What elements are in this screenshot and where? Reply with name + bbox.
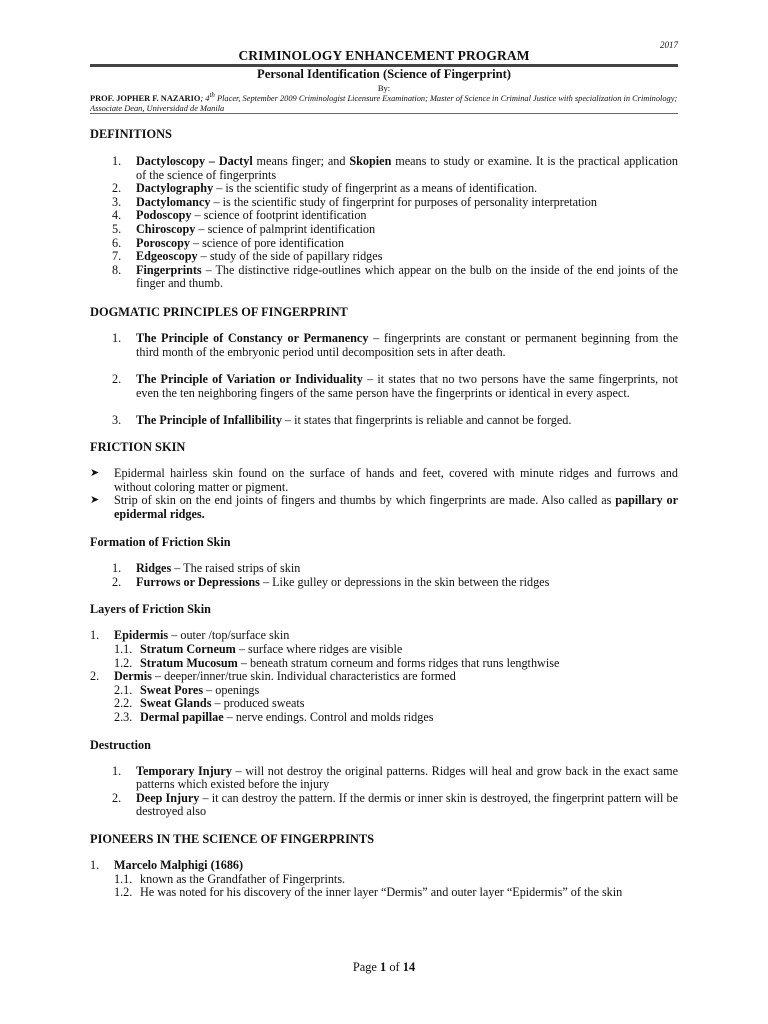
list-term: The Principle of Variation or Individuality (136, 372, 363, 387)
list-term: Dactyloscopy – Dactyl (136, 154, 253, 168)
list-term: Stratum Corneum (140, 642, 236, 657)
list-term: Chiroscopy (136, 221, 196, 236)
principle-item: 2. The Principle of Variation or Individuality – it states that no two persons have the same fingerprints, not even the ten neighboring fingers of the same person have the fingerprints or identical in every aspect. (112, 372, 679, 400)
layer-item: 2. Dermis – deeper/inner/true skin. Individual characteristics are formed (90, 669, 456, 684)
definition-item: 3. Dactylomancy – is the scientific study of fingerprint for purposes of personality interpretation (112, 194, 597, 209)
list-term: Ridges (136, 561, 172, 576)
list-number: 5. (112, 221, 122, 236)
page-footer: Page 1 of 14 (352, 960, 416, 974)
list-term: Podoscopy (136, 208, 192, 223)
list-term: Poroscopy (136, 235, 190, 250)
layer-item: 2.1. Sweat Pores – openings (114, 682, 260, 697)
definition-item: 7. Edgeoscopy – study of the side of papillary ridges (112, 249, 383, 264)
bullet-item: ➤ Strip of skin on the end joints of fingers and thumbs by which fingerprints are made. Also called as papillary or epidermal ridges. (90, 493, 678, 521)
definition-item: 2. Dactylography – is the scientific study of fingerprint as a means of identification. (112, 181, 538, 196)
list-term: The Principle of Infallibility (136, 413, 282, 428)
list-number: 6. (112, 235, 122, 250)
list-number: 2. (112, 181, 122, 196)
list-term: Deep Injury (136, 790, 200, 805)
list-number: 1.1. (114, 642, 133, 657)
list-number: 2. (112, 790, 122, 805)
list-number: 2. (112, 574, 122, 589)
list-number: 1.1. (114, 871, 133, 886)
list-term: Fingerprints (136, 262, 202, 277)
list-term: Marcelo Malphigi (1686) (114, 858, 244, 872)
list-term: Dermal papillae (140, 710, 224, 725)
list-term: Dactylography (136, 181, 214, 196)
subheading-destruction: Destruction (90, 737, 151, 752)
list-number: 2.2. (114, 696, 133, 711)
list-term: Dactylomancy (136, 194, 211, 209)
definition-item: 8. Fingerprints – The distinctive ridge-outlines which appear on the bulb on the inside of the end joints of the finger and thumb. (112, 262, 678, 291)
definition-item: 6. Poroscopy – science of pore identification (112, 235, 344, 250)
layers-list (90, 629, 678, 724)
program-title: CRIMINOLOGY ENHANCEMENT PROGRAM (238, 48, 530, 63)
section-heading-pioneers: PIONEERS IN THE SCIENCE OF FINGERPRINTS (90, 832, 375, 846)
list-number: 2. (112, 372, 122, 387)
list-term: Furrows or Depressions (136, 574, 260, 589)
list-term: Edgeoscopy (136, 249, 198, 264)
list-term: Epidermis (114, 628, 169, 643)
destruction-list (90, 765, 678, 819)
arrow-bullet-icon: ➤ (90, 494, 100, 507)
by-line: By: (377, 83, 391, 93)
layer-item: 2.2. Sweat Glands – produced sweats (114, 696, 305, 711)
list-number: 1.2. (114, 655, 133, 670)
definition-item: 4. Podoscopy – science of footprint identification (112, 208, 367, 223)
list-number: 1. (112, 561, 122, 576)
subheading-layers: Layers of Friction Skin (90, 602, 211, 617)
list-number: 1. (112, 154, 122, 168)
author-name: PROF. JOPHER F. NAZARIO (90, 93, 201, 103)
principle-item: 3. The Principle of Infallibility – it states that fingerprints is reliable and cannot be forged. (112, 413, 572, 428)
definitions-list (90, 155, 678, 291)
list-term: Sweat Glands (140, 696, 212, 711)
list-term: Stratum Mucosum (140, 655, 238, 670)
layer-item: 1. Epidermis – outer /top/surface skin (90, 628, 290, 643)
layer-item: 1.1. Stratum Corneum – surface where ridges are visible (114, 642, 403, 657)
page-total: 14 (402, 960, 416, 974)
page-number: 1 (380, 960, 387, 974)
document-body (90, 127, 678, 900)
section-heading-definitions: DEFINITIONS (90, 127, 172, 141)
bullet-item: ➤ Epidermal hairless skin found on the surface of hands and feet, covered with minute ridges and furrows and without coloring matter or pigment. (90, 465, 678, 494)
list-number: 8. (112, 262, 122, 277)
formation-list (90, 562, 678, 589)
definition-item: 1. Dactyloscopy – Dactyl means finger; and Skopien means to study or examine. It is the practical application of the science of fingerprints (112, 154, 678, 182)
list-number: 1.2. (114, 885, 133, 900)
document-year: 2017 (660, 40, 678, 50)
list-number: 4. (112, 208, 122, 223)
pioneers-list (90, 859, 678, 900)
list-number: 1. (90, 858, 100, 872)
list-term: Sweat Pores (140, 682, 204, 697)
formation-item: 2. Furrows or Depressions – Like gulley or depressions in the skin between the ridges (112, 574, 550, 589)
friction-bullets (90, 467, 678, 521)
list-term: Dermis (114, 669, 152, 684)
arrow-bullet-icon: ➤ (90, 466, 100, 479)
author-rule (90, 113, 678, 114)
section-heading-dogmatic: DOGMATIC PRINCIPLES OF FINGERPRINT (90, 304, 348, 319)
principle-item: 1. The Principle of Constancy or Permanency – fingerprints are constant or permanent beginning from the third month of the embryonic period until decomposition sets in after death. (112, 330, 678, 359)
subheading-formation: Formation of Friction Skin (90, 535, 231, 550)
destruction-item: 2. Deep Injury – it can destroy the pattern. If the dermis or inner skin is destroyed, the fingerprint pattern will be destroyed also (112, 790, 678, 819)
section-heading-friction-skin: FRICTION SKIN (90, 439, 186, 454)
document-subtitle: Personal Identification (Science of Fingerprint) (257, 67, 511, 81)
layer-item: 2.3. Dermal papillae – nerve endings. Control and molds ridges (114, 710, 434, 725)
list-number: 3. (112, 413, 122, 428)
list-number: 2. (90, 669, 100, 684)
list-number: 2.3. (114, 710, 133, 725)
list-number: 1. (112, 330, 122, 345)
list-number: 2.1. (114, 682, 133, 697)
author-credits: PROF. JOPHER F. NAZARIO; 4th Placer, September 2009 Criminologist Licensure Examination; Master of Science in Criminal Justice with specialization in Criminology; Associate Dean, Universidad de Manila (90, 91, 678, 113)
pioneer-item (90, 859, 678, 873)
list-number: 1. (112, 763, 122, 778)
pioneer-item: 1.2. He was noted for his discovery of the inner layer “Dermis” and outer layer “Epidermis” of the skin (114, 885, 623, 900)
destruction-item: 1. Temporary Injury – will not destroy the original patterns. Ridges will heal and grow back in the exact same patterns which existed before the injury (112, 763, 679, 792)
list-number: 1. (90, 628, 100, 643)
list-term: Temporary Injury (136, 763, 232, 778)
definition-item: 5. Chiroscopy – science of palmprint identification (112, 221, 376, 236)
list-number: 7. (112, 249, 122, 264)
list-number: 3. (112, 194, 122, 209)
formation-item: 1. Ridges – The raised strips of skin (112, 561, 301, 576)
list-term: The Principle of Constancy or Permanency (136, 330, 369, 345)
layer-item: 1.2. Stratum Mucosum – beneath stratum corneum and forms ridges that runs lengthwise (114, 655, 560, 670)
dogmatic-list (90, 332, 678, 428)
pioneer-item: 1.1. known as the Grandfather of Fingerprints. (114, 871, 346, 886)
